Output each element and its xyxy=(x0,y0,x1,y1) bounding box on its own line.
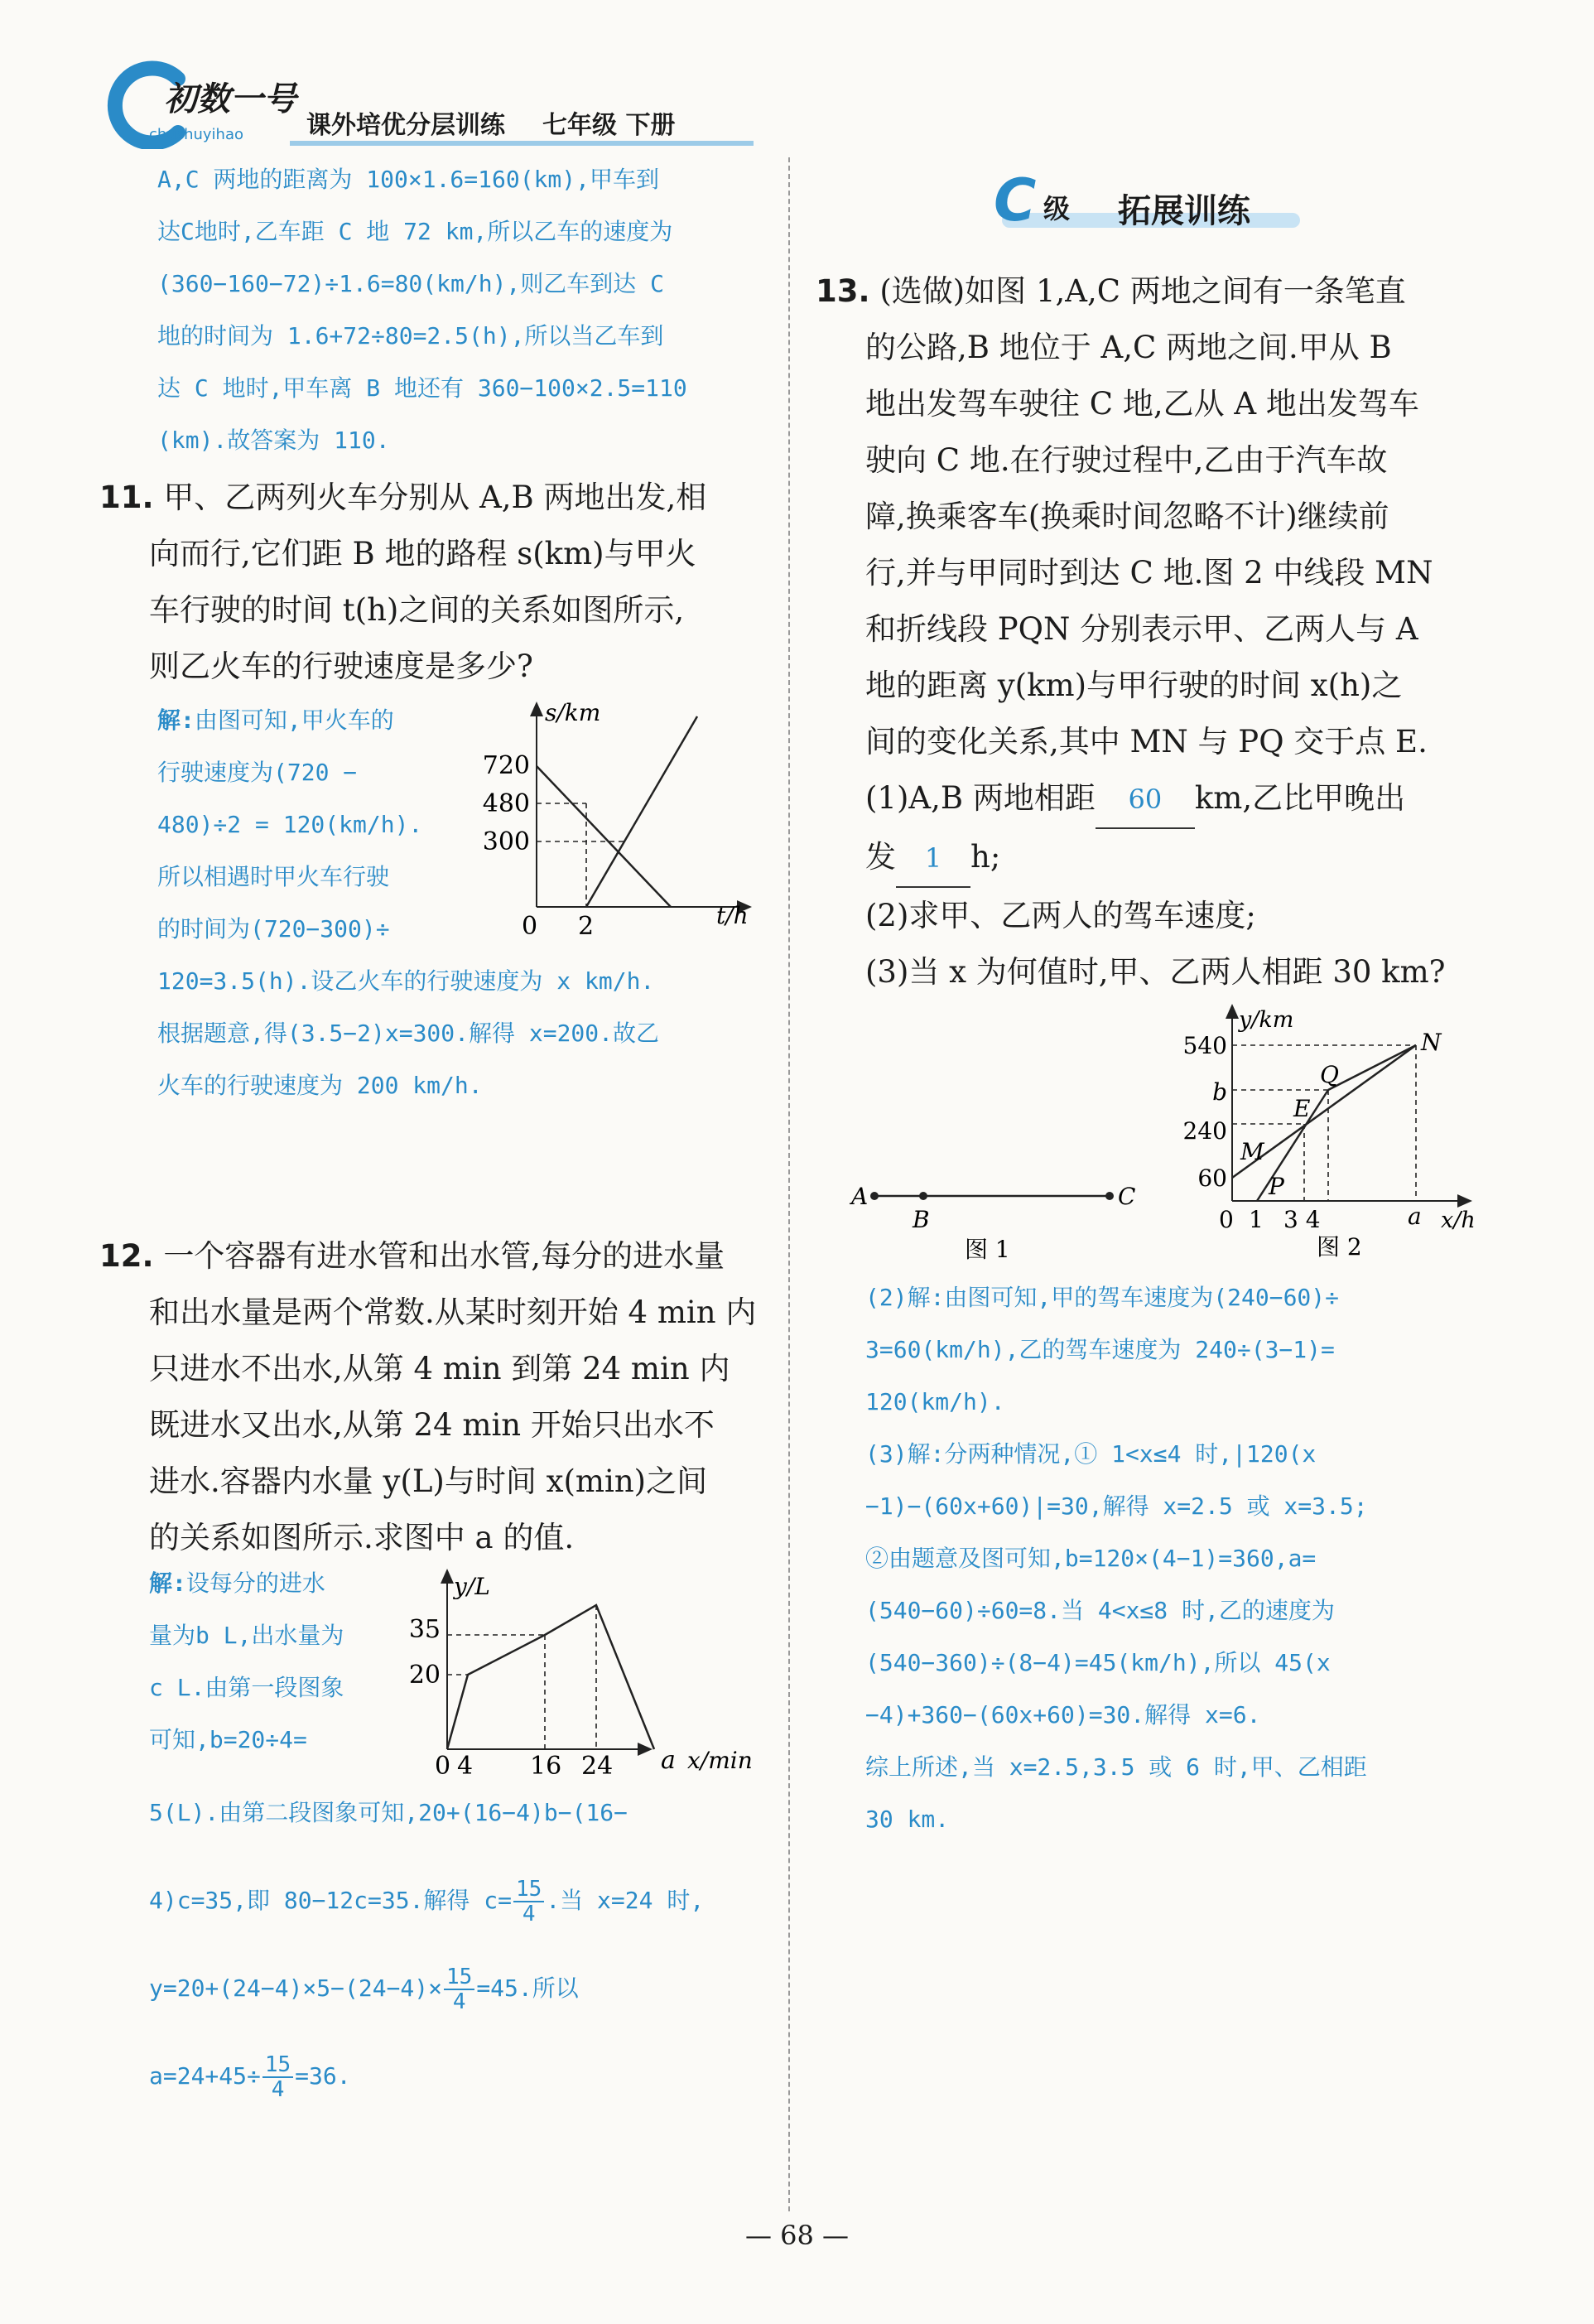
sol10-line: A,C 两地的距离为 100×1.6=160(km),甲车到 xyxy=(157,166,660,193)
sol13-line: −1)−(60x+60)|=30,解得 x=2.5 或 x=3.5; xyxy=(865,1492,1368,1520)
solution-11-side xyxy=(157,694,422,955)
answer-blank-2[interactable]: 1 xyxy=(896,830,970,888)
tick-x-a: a xyxy=(661,1746,676,1775)
axis-label-x: x/min xyxy=(687,1747,753,1774)
sol13-line: 3=60(km/h),乙的驾车速度为 240÷(3−1)= xyxy=(865,1336,1335,1363)
axis-label-y: s/km xyxy=(545,699,601,726)
footer-dash-left: — xyxy=(744,2220,781,2251)
graph-11 xyxy=(464,696,770,944)
q13-line: 地出发驾车驶往 C 地,乙从 A 地出发驾车 xyxy=(865,386,1419,422)
axis-label-y: y/L xyxy=(454,1573,490,1600)
figure-1 xyxy=(845,1168,1143,1267)
q12-line: 进水.容器内水量 y(L)与时间 x(min)之间 xyxy=(149,1463,708,1499)
sol11-line: 行驶速度为(720 − xyxy=(157,759,358,786)
q11-line: 则乙火车的行驶速度是多少? xyxy=(149,649,533,684)
tick-x-1: 1 xyxy=(1249,1206,1264,1233)
banner-title: 拓展训练 xyxy=(1118,192,1250,230)
sol12-line: y=20+(24−4)×5−(24−4)× $\frac{15}{4}$ =45.所以 xyxy=(149,1965,579,2014)
label-A: A xyxy=(851,1183,869,1210)
solution-label: 解: xyxy=(157,706,195,734)
tick-x-3-4: 3 4 xyxy=(1283,1206,1321,1233)
sol13-line: 30 km. xyxy=(865,1806,950,1833)
q12-line: 既进水又出水,从第 24 min 开始只出水不 xyxy=(149,1407,715,1443)
q13-line: 驶向 C 地.在行驶过程中,乙由于汽车故 xyxy=(865,442,1388,478)
line-PQ xyxy=(1257,1090,1328,1201)
question-number: 12. xyxy=(99,1238,154,1274)
sol10-line: 达C地时,乙车距 C 地 72 km,所以乙车的速度为 xyxy=(157,218,673,245)
answer-blank-1[interactable]: 60 xyxy=(1096,771,1195,829)
footer-dash-right: — xyxy=(813,2220,850,2251)
solution-12-side xyxy=(149,1557,344,1766)
sol10-line: 地的时间为 1.6+72÷80=2.5(h),所以当乙车到 xyxy=(157,322,664,350)
sol11-line: 根据题意,得(3.5−2)x=300.解得 x=200.故乙 xyxy=(157,1020,660,1047)
sol12-line: c L.由第一段图象 xyxy=(149,1674,344,1701)
c-level-banner xyxy=(985,166,1333,240)
fraction: $\frac{15}{4}$ xyxy=(262,2053,293,2101)
water-volume-line xyxy=(447,1605,654,1749)
sol11-line: 120=3.5(h).设乙火车的行驶速度为 x km/h. xyxy=(157,967,655,995)
sol13-line: −4)+360−(60x+60)=30.解得 x=6. xyxy=(865,1701,1261,1729)
q11-line: 车行驶的时间 t(h)之间的关系如图所示, xyxy=(149,592,685,628)
tick-x-4: 4 xyxy=(457,1752,474,1781)
sol13-line: (540−360)÷(8−4)=45(km/h),所以 45(x xyxy=(865,1649,1331,1676)
sol10-line: 达 C 地时,甲车离 B 地还有 360−100×2.5=110 xyxy=(157,374,687,402)
q13-line: 地的距离 y(km)与甲行驶的时间 x(h)之 xyxy=(865,668,1403,703)
tick-y-20: 20 xyxy=(408,1661,441,1690)
sol10-line: (360−160−72)÷1.6=80(km/h),则乙车到达 C xyxy=(157,270,665,297)
sol12-line: 设每分的进水 xyxy=(185,1569,325,1597)
line-QN xyxy=(1328,1045,1416,1090)
sol11-line: 的时间为(720−300)÷ xyxy=(157,915,390,943)
axis-label-x: t/h xyxy=(716,902,749,929)
fraction: $\frac{15}{4}$ xyxy=(444,1965,474,2013)
solution-10-continued xyxy=(157,153,687,466)
line-train-jia xyxy=(537,766,671,907)
tick-y-300: 300 xyxy=(482,827,530,856)
page-number-value: 68 xyxy=(780,2220,814,2251)
line-train-yi xyxy=(586,716,697,907)
label-N: N xyxy=(1421,1029,1442,1056)
point-C xyxy=(1105,1192,1114,1200)
tick-y-240: 240 xyxy=(1182,1117,1227,1145)
figure-caption: 图 1 xyxy=(965,1236,1010,1263)
tick-x-0: 0 xyxy=(435,1752,451,1781)
sol11-line: 480)÷2 = 120(km/h). xyxy=(157,811,423,838)
question-number: 13. xyxy=(816,273,870,309)
tick-y-480: 480 xyxy=(482,789,530,818)
axis-label-y: y/km xyxy=(1239,1007,1294,1033)
page-number xyxy=(704,2220,890,2251)
question-13 xyxy=(816,263,1446,1000)
tick-x-16: 16 xyxy=(530,1752,562,1781)
point-B xyxy=(919,1192,927,1200)
fraction: $\frac{15}{4}$ xyxy=(513,1878,544,1926)
q12-line: 和出水量是两个常数.从某时刻开始 4 min 内 xyxy=(149,1295,757,1330)
solution-11-full xyxy=(157,955,659,1111)
q12-line: 的关系如图所示.求图中 a 的值. xyxy=(149,1520,575,1555)
q13-line: (选做)如图 1,A,C 两地之间有一条笔直 xyxy=(879,273,1406,309)
solution-label: 解: xyxy=(149,1569,186,1597)
sol12-line: 5(L).由第二段图象可知,20+(16−4)b−(16− xyxy=(149,1799,628,1826)
tick-x-2: 2 xyxy=(578,912,595,941)
q13-part-1: (1)A,B 两地相距 60 km,乙比甲晚出 xyxy=(816,770,1446,829)
graph-12 xyxy=(397,1565,770,1781)
q13-line: 行,并与甲同时到达 C 地.图 2 中线段 MN xyxy=(865,555,1433,591)
q13-part-2: (2)求甲、乙两人的驾车速度; xyxy=(865,898,1256,933)
sol13-line: (540−60)÷60=8.当 4<x≤8 时,乙的速度为 xyxy=(865,1597,1335,1624)
figure-2 xyxy=(1168,1002,1499,1267)
sol13-line: (2)解:由图可知,甲的驾车速度为(240−60)÷ xyxy=(865,1284,1340,1311)
series-title: 课外培优分层训练 xyxy=(306,111,505,140)
sol12-line: 量为b L,出水量为 xyxy=(149,1622,344,1649)
q12-line: 一个容器有进水管和出水管,每分的进水量 xyxy=(163,1238,725,1274)
q11-line: 向而行,它们距 B 地的路程 s(km)与甲火 xyxy=(149,536,696,571)
q12-line: 只进水不出水,从第 4 min 到第 24 min 内 xyxy=(149,1351,730,1386)
banner-letter: C xyxy=(994,166,1037,234)
solution-13 xyxy=(865,1271,1368,1845)
sol13-line: 综上所述,当 x=2.5,3.5 或 6 时,甲、乙相距 xyxy=(865,1753,1367,1781)
sol12-line: a=24+45÷ $\frac{15}{4}$ =36. xyxy=(149,2052,351,2102)
sol11-line: 火车的行驶速度为 200 km/h. xyxy=(157,1072,483,1099)
tick-y-720: 720 xyxy=(482,751,530,780)
label-E: E xyxy=(1293,1095,1311,1122)
label-M: M xyxy=(1240,1138,1264,1165)
question-number: 11. xyxy=(99,480,154,515)
logo-subtext: chushuyihao xyxy=(149,126,244,143)
q13-line: 的公路,B 地位于 A,C 两地之间.甲从 B xyxy=(865,330,1392,365)
q13-part-3: (3)当 x 为何值时,甲、乙两人相距 30 km? xyxy=(865,954,1446,990)
tick-x-24: 24 xyxy=(581,1752,614,1781)
point-A xyxy=(870,1192,879,1200)
question-11 xyxy=(99,470,706,695)
sol11-line: 所以相遇时甲火车行驶 xyxy=(157,863,390,890)
q13-line: 间的变化关系,其中 MN 与 PQ 交于点 E. xyxy=(865,724,1428,759)
sol10-line: (km).故答案为 110. xyxy=(157,427,390,454)
tick-x-a: a xyxy=(1408,1203,1422,1230)
header xyxy=(99,58,679,149)
figure-caption: 图 2 xyxy=(1317,1233,1362,1261)
label-Q: Q xyxy=(1320,1061,1339,1088)
label-P: P xyxy=(1269,1173,1284,1200)
q13-line: 和折线段 PQN 分别表示甲、乙两人与 A xyxy=(865,611,1418,647)
sol13-line: 120(km/h). xyxy=(865,1388,1005,1415)
tick-y-540: 540 xyxy=(1182,1032,1227,1059)
label-B: B xyxy=(913,1206,930,1233)
tick-y-60: 60 xyxy=(1197,1164,1227,1192)
q11-line: 甲、乙两列火车分别从 A,B 两地出发,相 xyxy=(163,480,707,515)
question-12 xyxy=(99,1228,756,1566)
q13-part-1-cont: 发 1 h; xyxy=(816,829,1446,888)
solution-12-full xyxy=(149,1769,704,2120)
tick-x-0: 0 xyxy=(522,912,538,941)
tick-x-0: 0 xyxy=(1219,1206,1234,1233)
grade-label: 七年级 下册 xyxy=(542,111,676,140)
label-C: C xyxy=(1118,1183,1136,1210)
sol12-line: 4)c=35,即 80−12c=35.解得 c= $\frac{15}{4}$ .当 x=24 时, xyxy=(149,1877,705,1926)
column-divider xyxy=(788,157,790,2211)
tick-y-b: b xyxy=(1212,1078,1227,1106)
tick-y-35: 35 xyxy=(408,1615,441,1644)
sol13-line: (3)解:分两种情况,① 1<x≤4 时,|120(x xyxy=(865,1440,1317,1468)
sol12-line: 可知,b=20÷4= xyxy=(149,1726,307,1753)
q13-line: 障,换乘客车(换乘时间忽略不计)继续前 xyxy=(865,499,1389,534)
sol11-line: 由图可知,甲火车的 xyxy=(194,706,394,734)
banner-level: 级 xyxy=(1043,193,1071,224)
header-underline xyxy=(290,141,754,146)
axis-label-x: x/h xyxy=(1441,1208,1476,1233)
sol13-line: ②由题意及图可知,b=120×(4−1)=360,a= xyxy=(865,1545,1317,1572)
logo-text: 初数一号 xyxy=(164,80,296,118)
